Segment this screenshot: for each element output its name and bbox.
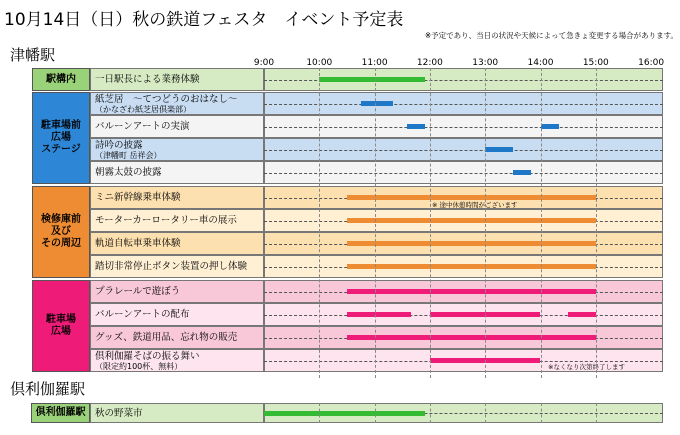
hour-gridline <box>319 403 320 423</box>
hour-gridline <box>596 403 597 423</box>
hour-gridline <box>319 68 320 378</box>
hour-gridline <box>375 403 376 423</box>
event-title: 詩吟の披露 <box>95 139 143 151</box>
time-header: 13:00 <box>472 58 499 68</box>
event-title: 秋の野菜市 <box>95 407 143 419</box>
event-title-cell <box>90 186 264 209</box>
schedule-bar <box>347 218 596 223</box>
station-name: 津幡駅 <box>10 46 56 64</box>
time-header: 9:00 <box>253 58 275 68</box>
event-title: 倶利伽羅そばの振る舞い <box>95 350 200 362</box>
category-label: 駅構内 <box>32 68 90 91</box>
hour-gridline <box>485 68 486 378</box>
schedule-bar <box>264 411 425 416</box>
hour-gridline <box>430 403 431 423</box>
event-subtitle: （かなざわ紙芝居倶楽部） <box>95 104 191 114</box>
event-subtitle: （限定約100杯、無料） <box>95 361 183 371</box>
event-title-cell <box>90 280 264 303</box>
hour-gridline <box>430 68 431 378</box>
hour-gridline <box>541 403 542 423</box>
schedule-bar <box>347 241 596 246</box>
schedule-bar <box>347 312 412 317</box>
category-label: 駐車場前 広場 ステージ <box>32 92 90 184</box>
schedule-bar <box>485 147 513 152</box>
event-title-cell <box>90 326 264 349</box>
hour-gridline <box>541 68 542 378</box>
schedule-bar <box>361 101 393 106</box>
schedule-bar <box>568 312 596 317</box>
category-label: 駐車場 広場 <box>32 280 90 372</box>
lane-guide-line <box>264 150 663 151</box>
event-title: 踏切非常停止ボタン装置の押し体験 <box>95 261 248 272</box>
schedule-bar <box>347 264 596 269</box>
event-title: 朝霧太鼓の披露 <box>95 167 162 178</box>
event-title: 軌道自転車乗車体験 <box>95 238 181 249</box>
station-name: 倶利伽羅駅 <box>10 380 86 398</box>
event-title-cell <box>90 209 264 232</box>
time-header: 11:00 <box>361 58 388 68</box>
category-label: 検修庫前 及び その周辺 <box>32 186 90 278</box>
time-header: 14:00 <box>527 58 554 68</box>
event-title-cell <box>90 161 264 184</box>
event-title: 一日駅長による業務体験 <box>95 74 200 85</box>
event-title-cell <box>90 349 264 372</box>
event-note: ※ 途中休憩時間がございます <box>432 201 518 209</box>
event-title-cell <box>90 303 264 326</box>
schedule-note: ※予定であり、当日の状況や天候によって急きょ変更する場合があります。 <box>424 31 678 40</box>
time-header: 15:00 <box>582 58 609 68</box>
schedule-bar <box>541 124 559 129</box>
event-title: グッズ、鉄道用品、忘れ物の販売 <box>95 332 238 343</box>
event-title: プラレールで遊ぼう <box>95 286 181 297</box>
event-subtitle: （津幡町 岳祥会） <box>95 150 162 160</box>
event-title-cell <box>90 115 264 138</box>
event-title-cell <box>90 403 264 423</box>
event-title-cell <box>90 255 264 278</box>
time-header: 16:00 <box>638 58 665 68</box>
event-title: ミニ新幹線乗車体験 <box>95 192 181 203</box>
hour-gridline <box>485 403 486 423</box>
lane-guide-line <box>264 104 663 105</box>
event-title: バルーンアートの実演 <box>95 121 190 132</box>
event-title-cell <box>90 68 264 91</box>
time-header: 10:00 <box>306 58 333 68</box>
schedule-bar <box>407 124 425 129</box>
event-title-cell <box>90 232 264 255</box>
event-title-cell <box>90 92 264 115</box>
schedule-bar <box>347 335 596 340</box>
hour-gridline <box>596 68 597 378</box>
schedule-bar <box>513 170 531 175</box>
lane-guide-line <box>264 173 663 174</box>
lane-guide-line <box>264 127 663 128</box>
event-title: モーターカーロータリー車の展示 <box>95 215 237 226</box>
event-note: ※なくなり次第終了します <box>548 363 625 371</box>
event-title-cell <box>90 138 264 161</box>
category-label: 倶利伽羅駅 <box>31 403 90 423</box>
page-title: 10月14日（日）秋の鉄道フェスタ イベント予定表 <box>4 10 404 30</box>
hour-gridline <box>375 68 376 378</box>
schedule-bar <box>347 289 596 294</box>
event-title: 紙芝居 ～てつどうのおはなし～ <box>95 93 238 105</box>
event-title: バルーンアートの配布 <box>95 309 190 320</box>
schedule-bar <box>319 77 425 82</box>
time-header: 12:00 <box>416 58 443 68</box>
